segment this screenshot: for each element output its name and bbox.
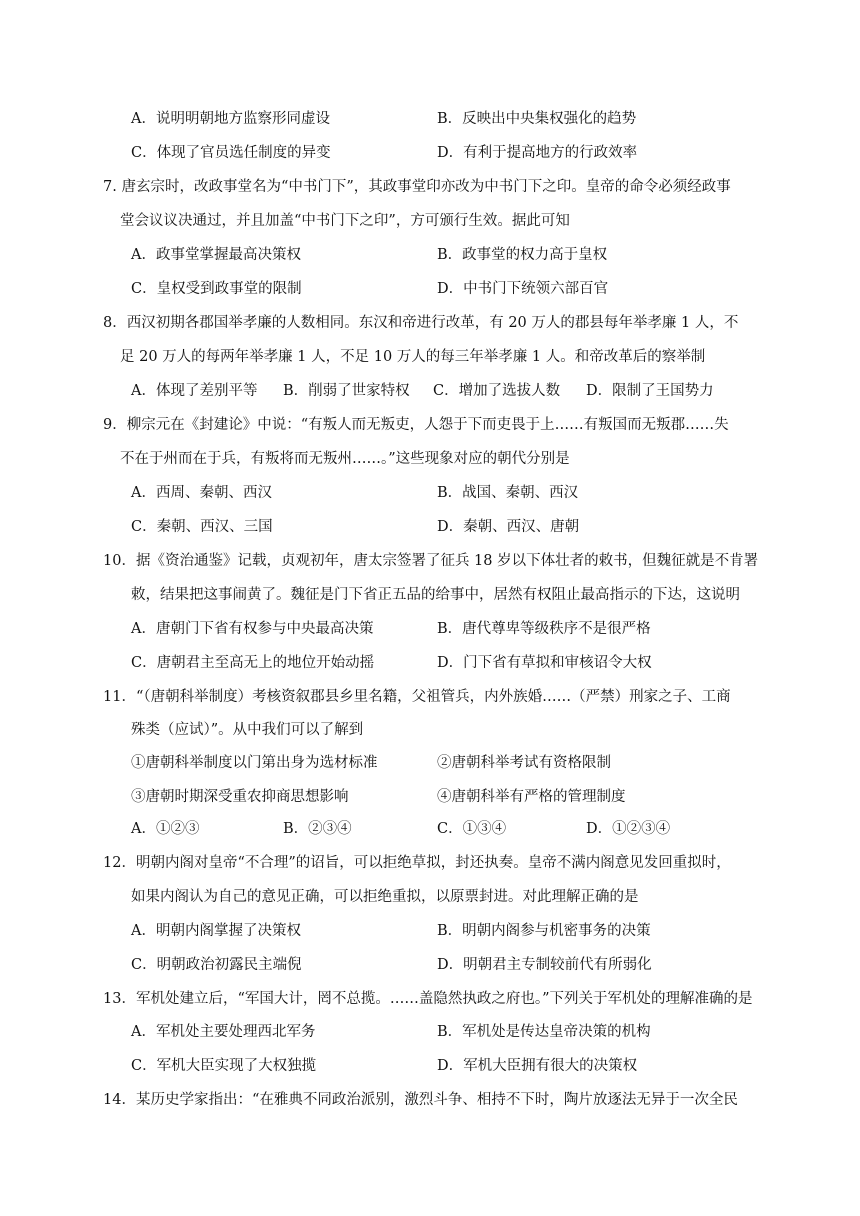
q12-stem-line1: 12．明朝内阁对皇帝“不合理”的诏旨，可以拒绝草拟，封还执奏。皇帝不满内阁意见发回重拟时，	[103, 855, 731, 871]
q11-statement-3: ③唐朝时期深受重农抑商思想影响	[131, 789, 349, 805]
q9-option-a: A．西周、秦朝、西汉	[131, 485, 272, 501]
q13-option-d: D．军机大臣拥有很大的决策权	[437, 1058, 638, 1074]
q10-option-d: D．门下省有草拟和审核诏令大权	[437, 655, 652, 671]
q11-stem-line2: 殊类（应试）”。从中我们可以了解到	[131, 722, 364, 738]
q7-stem-line1: 7. 唐玄宗时，改政事堂名为“中书门下”，其政事堂印亦改为中书门下之印。皇帝的命令必须经政事	[103, 179, 731, 195]
q7-option-a: A．政事堂掌握最高决策权	[131, 247, 301, 263]
q6-option-c: C．体现了官员选任制度的异变	[131, 145, 331, 161]
q8-stem-line2: 足 20 万人的每两年举孝廉 1 人，不足 10 万人的每三年举孝廉 1 人。和帝改革后的察举制	[120, 349, 706, 365]
q10-stem-line1: 10．据《资治通鉴》记载，贞观初年，唐太宗签署了征兵 18 岁以下体壮者的敕书，但魏征就是不肯署	[103, 553, 759, 569]
q12-option-a: A．明朝内阁掌握了决策权	[131, 923, 301, 939]
q9-option-b: B．战国、秦朝、西汉	[437, 485, 579, 501]
q13-option-c: C．军机大臣实现了大权独揽	[131, 1058, 317, 1074]
q7-option-c: C．皇权受到政事堂的限制	[131, 281, 302, 297]
q9-option-d: D．秦朝、西汉、唐朝	[437, 519, 580, 535]
q13-stem-line1: 13．军机处建立后，“军国大计，罔不总揽。……盖隐然执政之府也。”下列关于军机处的理解准确的是	[103, 991, 753, 1007]
q7-option-b: B．政事堂的权力高于皇权	[437, 247, 608, 263]
q10-option-c: C．唐朝君主至高无上的地位开始动摇	[131, 655, 375, 671]
q11-statement-1: ①唐朝科举制度以门第出身为选材标准	[131, 755, 378, 771]
q10-option-a: A．唐朝门下省有权参与中央最高决策	[131, 621, 374, 637]
q13-option-b: B．军机处是传达皇帝决策的机构	[437, 1024, 651, 1040]
q6-option-d: D．有利于提高地方的行政效率	[437, 145, 638, 161]
q10-option-b: B．唐代尊卑等级秩序不是很严格	[437, 621, 651, 637]
q12-option-b: B．明朝内阁参与机密事务的决策	[437, 923, 651, 939]
q8-stem-line1: 8．西汉初期各郡国举孝廉的人数相同。东汉和帝进行改革，有 20 万人的郡县每年举孝廉 1 人，不	[103, 315, 739, 331]
q8-option-b: B．削弱了世家特权	[283, 383, 410, 399]
q7-option-d: D．中书门下统领六部百官	[437, 281, 609, 297]
q11-option-c: C．①③④	[437, 821, 507, 837]
q12-option-d: D．明朝君主专制较前代有所弱化	[437, 957, 652, 973]
q11-option-b: B．②③④	[283, 821, 352, 837]
q8-option-d: D．限制了王国势力	[586, 383, 714, 399]
q13-option-a: A．军机处主要处理西北军务	[131, 1024, 316, 1040]
q11-stem-line1: 11．“（唐朝科举制度）考核资叙郡县乡里名籍，父祖管兵，内外族婚……（严禁）刑家之子、工商	[103, 689, 731, 705]
q6-option-a: A．说明明朝地方监察形同虚设	[131, 111, 330, 127]
q10-stem-line2: 敕，结果把这事闹黄了。魏征是门下省正五品的给事中，居然有权阻止最高指示的下达，这说明	[131, 587, 740, 603]
q9-stem-line2: 不在于州而在于兵，有叛将而无叛州……。”这些现象对应的朝代分别是	[120, 451, 570, 467]
q11-option-a: A．①②③	[131, 821, 200, 837]
q9-option-c: C．秦朝、西汉、三国	[131, 519, 273, 535]
q7-stem-line2: 堂会议议决通过，并且加盖“中书门下之印”，方可颁行生效。据此可知	[120, 213, 570, 229]
q8-option-a: A．体现了差别平等	[131, 383, 258, 399]
q11-statement-2: ②唐朝科举考试有资格限制	[437, 755, 611, 771]
q12-stem-line2: 如果内阁认为自己的意见正确，可以拒绝重拟，以原票封进。对此理解正确的是	[131, 889, 639, 905]
q6-option-b: B．反映出中央集权强化的趋势	[437, 111, 637, 127]
q14-stem-line1: 14．某历史学家指出：“在雅典不同政治派别，激烈斗争、相持不下时，陶片放逐法无异于一次全民	[103, 1092, 738, 1108]
q11-statement-4: ④唐朝科举有严格的管理制度	[437, 789, 626, 805]
q12-option-c: C．明朝政治初露民主端倪	[131, 957, 302, 973]
q11-option-d: D．①②③④	[586, 821, 671, 837]
q9-stem-line1: 9．柳宗元在《封建论》中说：“有叛人而无叛吏，人怨于下而吏畏于上……有叛国而无叛郡……失	[103, 417, 729, 433]
q8-option-c: C．增加了选拔人数	[433, 383, 561, 399]
